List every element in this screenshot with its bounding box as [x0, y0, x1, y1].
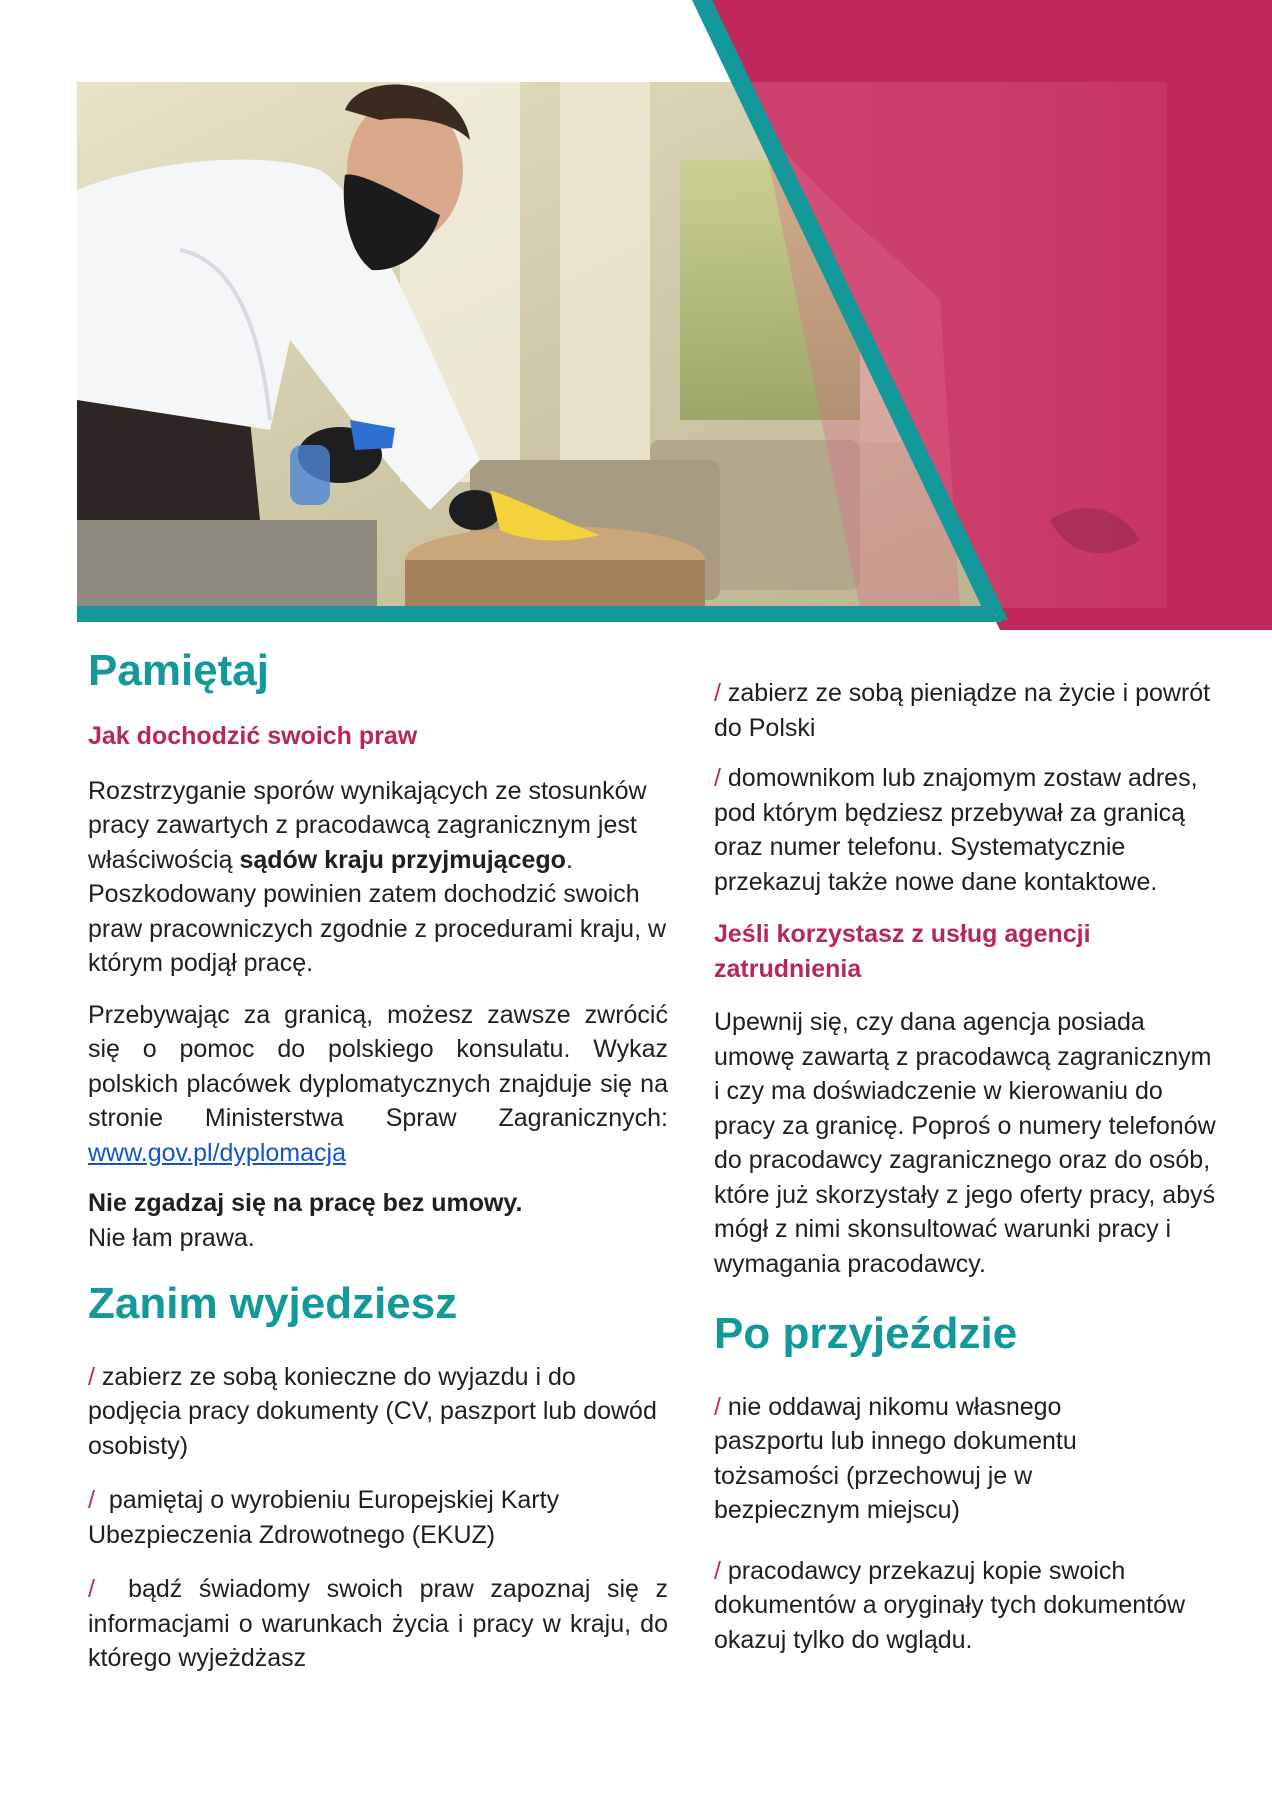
- rights-paragraph: Rozstrzyganie sporów wynikających ze stosunków pracy zawartych z pracodawcą zagranicznym jest właściwością sądów kraju przyjmującego. Poszkodowany powinien zatem dochodzić swoich praw pracowniczych zgodnie z procedurami kraju, w którym podjął pracę.: [88, 776, 667, 978]
- right-column: [714, 676, 1214, 1657]
- arrival-title: Po przyjeździe: [714, 1309, 1018, 1358]
- hero-banner: [0, 0, 1272, 630]
- rights-subtitle: Jak dochodzić swoich praw: [88, 721, 418, 750]
- consulate-paragraph: Przebywając za granicą, możesz zawsze zwrócić się o pomoc do polskiego konsulatu. Wykaz polskich placówek dyplomatycznych znajduje się na stronie Ministerstwa Spraw Zagranicznych: www.gov.pl/dyplomacja: [88, 1000, 668, 1167]
- warning-paragraph: [88, 1186, 668, 1255]
- gov-link[interactable]: www.gov.pl/dyplomacja: [88, 1138, 346, 1167]
- list-item: / zabierz ze sobą pieniądze na życie i powrót do Polski: [714, 679, 1211, 742]
- hero-illustration: [0, 0, 1272, 630]
- list-item: / pracodawcy przekazuj kopie swoich dokumentów a oryginały tych dokumentów okazuj tylko do wglądu.: [714, 1556, 1186, 1654]
- list-item: / nie oddawaj nikomu własnego paszportu lub innego dokumentu tożsamości (przechowuj je w bezpiecznym miejscu): [714, 1392, 1077, 1525]
- warning-text: Nie łam prawa.: [88, 1223, 255, 1252]
- list-item: / bądź świadomy swoich praw zapoznaj się z informacjami o warunkach życia i pracy w kraju, do którego wyjeżdżasz: [88, 1575, 668, 1673]
- list-item: / zabierz ze sobą konieczne do wyjazdu i do podjęcia pracy dokumenty (CV, paszport lub dowód osobisty): [88, 1362, 657, 1460]
- list-item: / domownikom lub znajomym zostaw adres, pod którym będziesz przebywał za granicą oraz numer telefonu. Systematycznie przekazuj także nowe dane kontaktowe.: [714, 764, 1198, 896]
- agency-subtitle: Jeśli korzystasz z usług agencji zatrudnienia: [714, 920, 1091, 983]
- agency-paragraph: Upewnij się, czy dana agencja posiada umowę zawartą z pracodawcą zagranicznym i czy ma doświadczenie w kierowaniu do pracy za granicę. Poproś o numery telefonów do pracodawcy zagranicznego oraz do osób, które już skorzystały z jego oferty pracy, abyś mógł z nimi skonsultować warunki pracy i wymagania pracodawcy.: [714, 1008, 1216, 1278]
- remember-title: Pamiętaj: [88, 646, 269, 695]
- left-column: [88, 636, 668, 1676]
- teal-bottom-bar: [77, 606, 1002, 622]
- list-item: / pamiętaj o wyrobieniu Europejskiej Karty Ubezpieczenia Zdrowotnego (EKUZ): [88, 1486, 560, 1549]
- warning-bold: Nie zgadzaj się na pracę bez umowy.: [88, 1189, 523, 1218]
- bold-courts: sądów kraju przyjmującego: [239, 845, 566, 874]
- before-title: Zanim wyjedziesz: [88, 1279, 458, 1329]
